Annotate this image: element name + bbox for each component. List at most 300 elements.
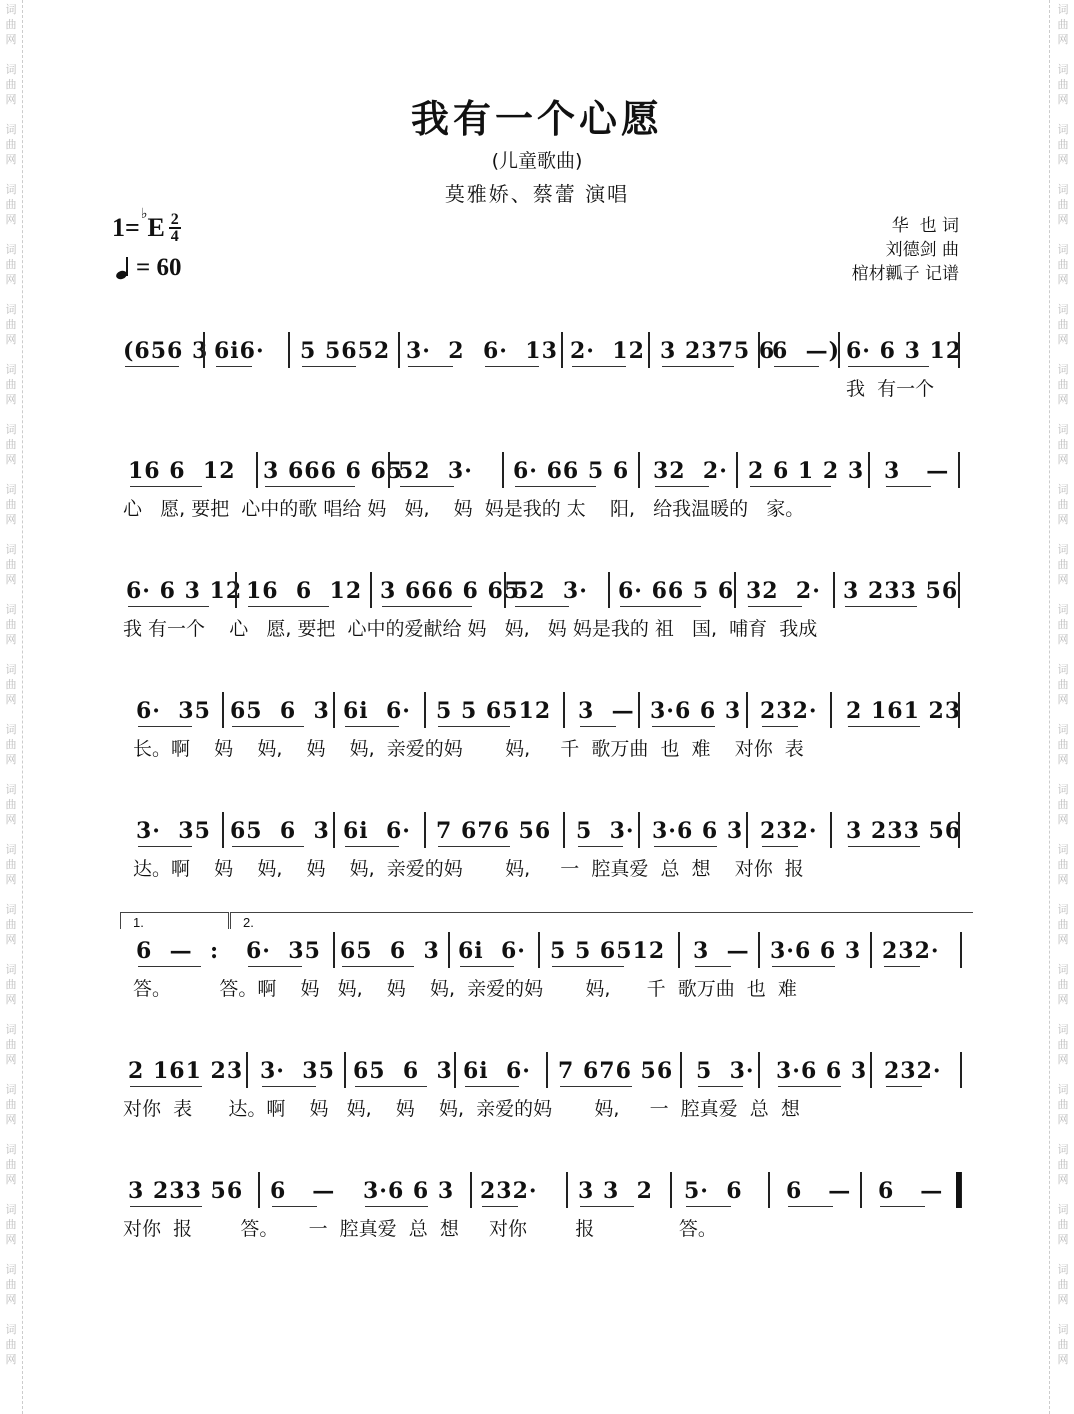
- bar-line: [830, 692, 832, 728]
- watermark-group: [6, 422, 17, 467]
- underline-beam: [345, 846, 399, 847]
- note-group: 32 2·: [746, 578, 821, 604]
- note-group: 232·: [882, 938, 940, 964]
- underline-beam: [774, 366, 819, 367]
- bar-line: [680, 1052, 682, 1088]
- watermark-group: [6, 1022, 17, 1067]
- watermark-char: 曲: [5, 618, 17, 631]
- watermark-char: 词: [5, 123, 17, 136]
- watermark-char: 网: [5, 273, 17, 286]
- note-group: 65 6 3: [230, 818, 330, 844]
- lyrics-row: [118, 614, 968, 644]
- note-group: 6 —: [270, 1178, 336, 1204]
- watermark-char: 网: [5, 1233, 17, 1246]
- note-group: 3· 35: [136, 818, 211, 844]
- watermark-char: 网: [1057, 1113, 1069, 1126]
- watermark-char: 词: [5, 1083, 17, 1096]
- note-group: 52 3·: [398, 458, 473, 484]
- note-group: 3 —: [693, 938, 750, 964]
- watermark-char: 词: [1057, 1203, 1069, 1216]
- watermark-char: 曲: [5, 498, 17, 511]
- watermark-char: 曲: [5, 858, 17, 871]
- watermark-char: 网: [1057, 933, 1069, 946]
- lyric-line: 我 有一个: [846, 378, 935, 400]
- song-subtitle: (儿童歌曲): [491, 150, 583, 172]
- underline-beam: [408, 366, 453, 367]
- bar-line: [470, 1172, 472, 1208]
- watermark-char: 曲: [5, 558, 17, 571]
- watermark-char: 词: [1057, 843, 1069, 856]
- watermark-char: 网: [5, 633, 17, 646]
- bar-line: [958, 332, 960, 368]
- note-group: 6· 6 3 12: [126, 578, 243, 604]
- watermark-group: [6, 1082, 17, 1127]
- watermark-char: 网: [1057, 93, 1069, 106]
- watermark-char: 词: [1057, 423, 1069, 436]
- underline-beam: [248, 606, 329, 607]
- bar-line: [638, 692, 640, 728]
- watermark-char: 词: [1057, 243, 1069, 256]
- bar-line: [608, 572, 610, 608]
- underline-beam: [750, 486, 831, 487]
- watermark-char: 网: [1057, 513, 1069, 526]
- watermark-char: 词: [5, 363, 17, 376]
- bar-line: [563, 812, 565, 848]
- underline-beam: [515, 486, 596, 487]
- bar-line: [566, 1172, 568, 1208]
- note-group: 6 —: [786, 1178, 852, 1204]
- quarter-note-icon: [118, 257, 128, 279]
- watermark-group: [6, 482, 17, 527]
- watermark-char: 曲: [5, 1218, 17, 1231]
- note-group: 3· 2: [406, 338, 465, 364]
- watermark-char: 词: [1057, 483, 1069, 496]
- bar-line: [870, 932, 872, 968]
- bar-line: [448, 932, 450, 968]
- watermark-group: [1058, 482, 1069, 527]
- underline-beam: [382, 606, 472, 607]
- underline-beam: [655, 486, 709, 487]
- watermark-char: 曲: [1057, 678, 1069, 691]
- watermark-char: 网: [5, 33, 17, 46]
- underline-beam: [886, 486, 931, 487]
- watermark-char: 曲: [1057, 18, 1069, 31]
- watermark-char: 词: [5, 603, 17, 616]
- watermark-char: 词: [5, 1263, 17, 1276]
- watermark-char: 词: [5, 1023, 17, 1036]
- underline-beam: [355, 1086, 427, 1087]
- bar-line: [424, 812, 426, 848]
- note-group: 3 666 6 65: [380, 578, 521, 604]
- watermark-char: 曲: [1057, 378, 1069, 391]
- bar-line: [333, 932, 335, 968]
- note-group: 32 2·: [653, 458, 728, 484]
- watermark-char: 词: [1057, 663, 1069, 676]
- watermark-char: 曲: [5, 198, 17, 211]
- bar-line: [734, 572, 736, 608]
- watermark-char: 词: [5, 1203, 17, 1216]
- note-group: 3·6 6 3: [650, 698, 742, 724]
- watermark-group: [6, 242, 17, 287]
- bar-line: [838, 332, 840, 368]
- watermark-strip-left: [0, 0, 22, 1414]
- note-group: 65 6 3: [353, 1058, 453, 1084]
- tempo-marking: [118, 254, 182, 282]
- watermark-group: [1058, 1022, 1069, 1067]
- note-group: 2· 12: [570, 338, 645, 364]
- bar-line: [246, 1052, 248, 1088]
- note-group: 3 3 2: [578, 1178, 653, 1204]
- watermark-group: [1058, 2, 1069, 47]
- watermark-char: 曲: [1057, 978, 1069, 991]
- watermark-group: [6, 782, 17, 827]
- watermark-group: [1058, 962, 1069, 1007]
- note-group: 7 676 56: [558, 1058, 674, 1084]
- watermark-char: 曲: [1057, 258, 1069, 271]
- watermark-char: 词: [1057, 783, 1069, 796]
- watermark-char: 网: [5, 873, 17, 886]
- watermark-char: 词: [1057, 1263, 1069, 1276]
- watermark-char: 网: [5, 153, 17, 166]
- watermark-char: 词: [1057, 123, 1069, 136]
- bar-line: [370, 572, 372, 608]
- note-group: 5 5652: [300, 338, 391, 364]
- watermark-char: 词: [5, 183, 17, 196]
- underline-beam: [652, 726, 715, 727]
- watermark-group: [6, 1262, 17, 1307]
- watermark-char: 网: [5, 933, 17, 946]
- watermark-group: [6, 1322, 17, 1367]
- underline-beam: [886, 1086, 922, 1087]
- watermark-char: 网: [5, 993, 17, 1006]
- left-margin-line: [22, 0, 23, 1414]
- underline-beam: [272, 1206, 317, 1207]
- underline-beam: [848, 726, 920, 727]
- note-group: 6i 6·: [458, 938, 526, 964]
- note-group: 3·6 6 3: [652, 818, 744, 844]
- note-group: 3 233 56: [846, 818, 962, 844]
- underline-beam: [130, 1206, 202, 1207]
- watermark-group: [1058, 842, 1069, 887]
- score-system: [118, 690, 968, 800]
- underline-beam: [465, 1086, 519, 1087]
- underline-beam: [232, 846, 304, 847]
- bar-line: [868, 452, 870, 488]
- watermark-char: 曲: [5, 1338, 17, 1351]
- note-group: 6 —): [772, 338, 841, 364]
- bar-line: [235, 572, 237, 608]
- watermark-char: 曲: [5, 78, 17, 91]
- watermark-group: [6, 2, 17, 47]
- score-system: [118, 810, 968, 920]
- lyric-line: 答。 答。啊 妈 妈, 妈 妈, 亲爱的妈 妈, 千 歌万曲 也 难: [133, 978, 797, 1000]
- credits: [852, 214, 959, 286]
- watermark-char: 曲: [5, 1038, 17, 1051]
- watermark-char: 曲: [1057, 1038, 1069, 1051]
- notes-row: [118, 570, 968, 620]
- watermark-group: [6, 362, 17, 407]
- bar-line: [960, 932, 962, 968]
- watermark-char: 曲: [1057, 618, 1069, 631]
- underline-beam: [880, 1206, 925, 1207]
- watermark-group: [1058, 542, 1069, 587]
- note-group: 7 676 56: [436, 818, 552, 844]
- underline-beam: [695, 966, 731, 967]
- notes-row: [118, 930, 968, 980]
- watermark-char: 词: [1057, 963, 1069, 976]
- underline-beam: [138, 966, 201, 967]
- underline-beam: [216, 366, 252, 367]
- bar-line: [958, 572, 960, 608]
- underline-beam: [698, 1086, 743, 1087]
- note-group: 16 6 12: [128, 458, 236, 484]
- watermark-char: 曲: [1057, 198, 1069, 211]
- underline-beam: [345, 726, 399, 727]
- watermark-char: 词: [5, 903, 17, 916]
- underline-beam: [515, 606, 569, 607]
- underline-beam: [686, 1206, 731, 1207]
- bar-line: [258, 1172, 260, 1208]
- bar-line: [860, 1172, 862, 1208]
- bar-line: [333, 812, 335, 848]
- underline-beam: [262, 1086, 316, 1087]
- watermark-char: 曲: [5, 1278, 17, 1291]
- bar-line: [958, 452, 960, 488]
- watermark-char: 曲: [1057, 498, 1069, 511]
- notes-row: [118, 810, 968, 860]
- underline-beam: [762, 726, 798, 727]
- watermark-group: [6, 902, 17, 947]
- watermark-char: 曲: [1057, 318, 1069, 331]
- watermark-group: [6, 722, 17, 767]
- underline-beam: [778, 1086, 841, 1087]
- watermark-group: [1058, 662, 1069, 707]
- bar-line: [203, 332, 205, 368]
- watermark-char: 词: [1057, 3, 1069, 16]
- watermark-char: 网: [1057, 153, 1069, 166]
- watermark-char: 网: [5, 93, 17, 106]
- watermark-char: 曲: [5, 1158, 17, 1171]
- watermark-char: 网: [1057, 693, 1069, 706]
- underline-beam: [365, 1206, 428, 1207]
- watermark-char: 词: [5, 483, 17, 496]
- underline-beam: [130, 486, 202, 487]
- note-group: 6· 35: [136, 698, 211, 724]
- note-group: 6 —: [878, 1178, 944, 1204]
- time-sig-top: 2: [170, 211, 179, 228]
- watermark-char: 网: [1057, 1293, 1069, 1306]
- lyrics-row: [118, 494, 968, 524]
- volta-first-ending: 1.: [120, 912, 229, 929]
- score-system: [118, 570, 968, 680]
- watermark-char: 网: [5, 753, 17, 766]
- watermark-char: 词: [5, 963, 17, 976]
- watermark-char: 曲: [1057, 1278, 1069, 1291]
- watermark-char: 词: [5, 543, 17, 556]
- watermark-char: 曲: [1057, 138, 1069, 151]
- bar-line: [758, 332, 760, 368]
- lyrics-row: [118, 1094, 968, 1124]
- bar-line: [958, 692, 960, 728]
- underline-beam: [662, 366, 734, 367]
- bar-line: [398, 332, 400, 368]
- watermark-char: 词: [5, 303, 17, 316]
- watermark-group: [6, 962, 17, 1007]
- bar-line: [833, 572, 835, 608]
- watermark-char: 网: [5, 453, 17, 466]
- bar-line: [256, 452, 258, 488]
- bar-line: [746, 692, 748, 728]
- watermark-char: 词: [5, 723, 17, 736]
- watermark-char: 网: [1057, 453, 1069, 466]
- score-system: [118, 330, 968, 440]
- underline-beam: [342, 966, 414, 967]
- bar-line: [504, 572, 506, 608]
- volta-second-ending: 2.: [230, 912, 973, 929]
- note-group: 3· 35: [260, 1058, 335, 1084]
- watermark-group: [6, 602, 17, 647]
- watermark-char: 词: [5, 663, 17, 676]
- bar-line: [678, 932, 680, 968]
- note-group: 6· 66 5 6: [618, 578, 735, 604]
- watermark-char: 词: [5, 1323, 17, 1336]
- note-group: 232·: [480, 1178, 538, 1204]
- note-group: 6· 13: [483, 338, 558, 364]
- underline-beam: [762, 846, 798, 847]
- watermark-char: 网: [5, 813, 17, 826]
- watermark-char: 词: [1057, 723, 1069, 736]
- watermark-char: 曲: [5, 1098, 17, 1111]
- bar-line: [736, 452, 738, 488]
- underline-beam: [138, 846, 192, 847]
- watermark-group: [6, 842, 17, 887]
- watermark-char: 网: [5, 1173, 17, 1186]
- underline-beam: [572, 366, 626, 367]
- lyrics-row: [118, 974, 968, 1004]
- underline-beam: [302, 366, 356, 367]
- performers: 莫雅娇、蔡蕾 演唱: [444, 182, 630, 206]
- watermark-char: 曲: [5, 138, 17, 151]
- note-group: 3·6 6 3: [363, 1178, 455, 1204]
- watermark-group: [1058, 302, 1069, 347]
- watermark-char: 网: [5, 693, 17, 706]
- note-group: (656 3: [123, 338, 209, 364]
- lyrics-row: [118, 854, 968, 884]
- underline-beam: [845, 606, 917, 607]
- watermark-char: 曲: [1057, 738, 1069, 751]
- watermark-char: 网: [5, 1293, 17, 1306]
- underline-beam: [848, 366, 929, 367]
- bar-line: [222, 692, 224, 728]
- watermark-group: [1058, 1322, 1069, 1367]
- bar-line: [960, 1052, 962, 1088]
- underline-beam: [580, 1206, 634, 1207]
- watermark-char: 曲: [5, 258, 17, 271]
- note-group: 3 2375 6: [660, 338, 776, 364]
- watermark-char: 网: [1057, 633, 1069, 646]
- note-group: 6i 6·: [343, 818, 411, 844]
- underline-beam: [460, 966, 514, 967]
- note-group: 5 5 6512: [550, 938, 666, 964]
- note-group: 2 161 23: [846, 698, 962, 724]
- note-group: 65 6 3: [340, 938, 440, 964]
- watermark-char: 词: [1057, 903, 1069, 916]
- underline-beam: [248, 966, 302, 967]
- bar-line: [424, 692, 426, 728]
- bar-line: [670, 1172, 672, 1208]
- watermark-char: 曲: [1057, 798, 1069, 811]
- watermark-group: [1058, 602, 1069, 647]
- lyric-line: 达。啊 妈 妈, 妈 妈, 亲爱的妈 妈, 一 腔真爱 总 想 对你 报: [133, 858, 804, 880]
- watermark-char: 网: [5, 1053, 17, 1066]
- underline-beam: [128, 606, 209, 607]
- underline-beam: [485, 366, 539, 367]
- bar-line: [546, 1052, 548, 1088]
- note-group: 3·6 6 3: [770, 938, 862, 964]
- note-group: 232·: [760, 818, 818, 844]
- watermark-group: [6, 542, 17, 587]
- underline-beam: [138, 726, 192, 727]
- note-group: 2 6 1 2 3: [748, 458, 865, 484]
- note-group: 6· 35: [246, 938, 321, 964]
- lyrics-row: [118, 734, 968, 764]
- watermark-char: 网: [1057, 1173, 1069, 1186]
- watermark-group: [6, 1142, 17, 1187]
- underline-beam: [125, 366, 179, 367]
- watermark-char: 曲: [1057, 858, 1069, 871]
- underline-beam: [265, 486, 355, 487]
- watermark-char: 曲: [5, 18, 17, 31]
- note-group: 3 233 56: [843, 578, 959, 604]
- bar-line: [538, 932, 540, 968]
- bar-line: [830, 812, 832, 848]
- watermark-char: 曲: [1057, 1218, 1069, 1231]
- lyric-line: 对你 报 答。 一 腔真爱 总 想 对你 报 答。: [123, 1218, 717, 1240]
- watermark-char: 曲: [5, 678, 17, 691]
- lyric-line: 长。啊 妈 妈, 妈 妈, 亲爱的妈 妈, 千 歌万曲 也 难 对你 表: [133, 738, 804, 760]
- watermark-char: 词: [1057, 1083, 1069, 1096]
- bar-line: [388, 452, 390, 488]
- bar-line: [958, 812, 960, 848]
- note-group: 3 —: [578, 698, 635, 724]
- flat-icon: ♭: [140, 206, 148, 222]
- watermark-char: 网: [1057, 1233, 1069, 1246]
- bar-line: [746, 812, 748, 848]
- watermark-char: 曲: [1057, 918, 1069, 931]
- watermark-char: 词: [5, 63, 17, 76]
- notes-row: [118, 1170, 968, 1220]
- watermark-group: [1058, 782, 1069, 827]
- notes-row: [118, 1050, 968, 1100]
- underline-beam: [232, 726, 304, 727]
- watermark-char: 网: [1057, 213, 1069, 226]
- score-system: [118, 1050, 968, 1160]
- composer: 刘德剑 曲: [885, 240, 959, 260]
- watermark-char: 曲: [5, 318, 17, 331]
- watermark-char: 曲: [5, 798, 17, 811]
- watermark-char: 网: [1057, 873, 1069, 886]
- watermark-char: 网: [1057, 753, 1069, 766]
- underline-beam: [654, 846, 717, 847]
- note-group: 5· 6: [684, 1178, 743, 1204]
- underline-beam: [788, 1206, 833, 1207]
- watermark-group: [1058, 1202, 1069, 1247]
- underline-beam: [482, 1206, 518, 1207]
- bar-line: [561, 332, 563, 368]
- watermark-char: 曲: [1057, 1338, 1069, 1351]
- watermark-char: 网: [5, 513, 17, 526]
- bar-line: [344, 1052, 346, 1088]
